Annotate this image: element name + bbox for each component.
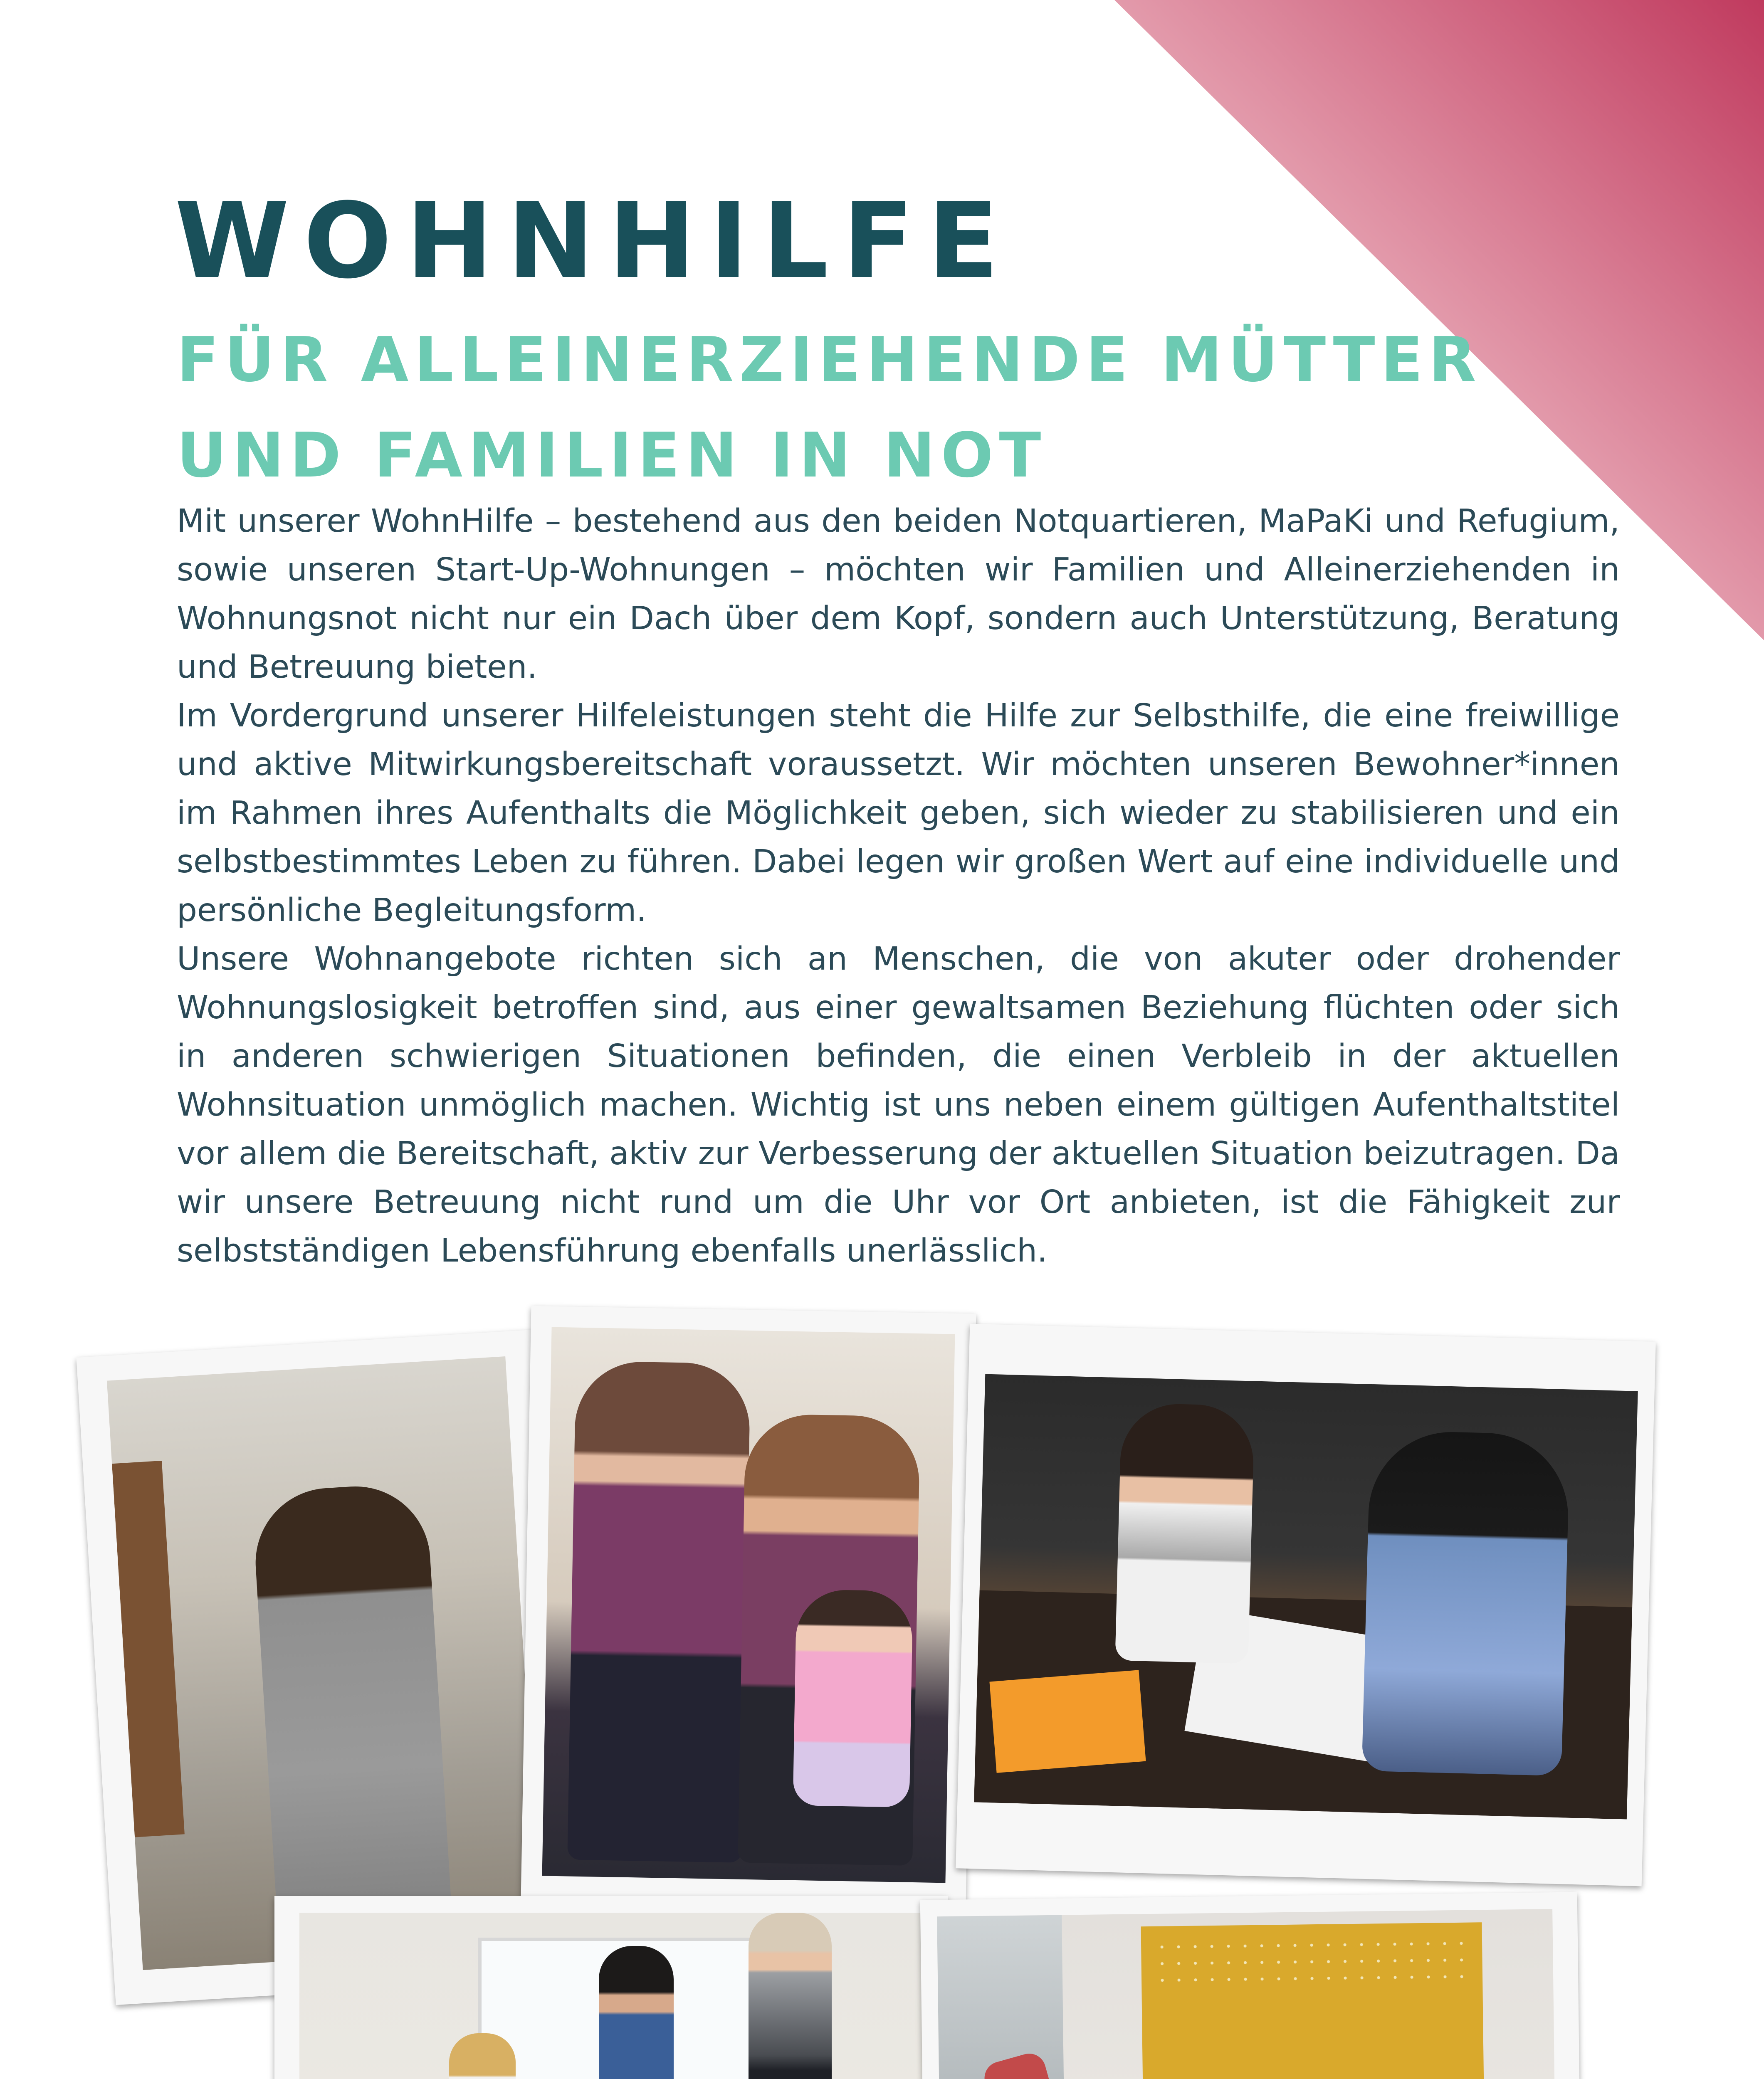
paragraph-2: Im Vordergrund unserer Hilfeleistungen steht die Hilfe zur Selbsthilfe, die eine freiwillige und aktive Mitwirkungsbereitschaft voraussetzt. Wir möchten unseren Bewohner*innen im Rahmen ihres Aufenthalts die Möglichkeit geben, sich wieder zu stabilisieren und ein selbstbestimmtes Leben zu führen. Dabei legen wir großen Wert auf eine individuelle und persönliche Begleitungsform.	[177, 697, 1620, 929]
photo-frame-children-drawing	[956, 1324, 1656, 1886]
photo-person	[599, 1946, 674, 2079]
photo-person	[251, 1482, 454, 1962]
photo-frame-team	[274, 1896, 948, 2079]
page-subtitle	[177, 312, 1549, 503]
photo-mothers-with-baby	[542, 1327, 955, 1883]
photo-frame-mothers-with-baby	[521, 1306, 976, 1904]
body-text	[177, 497, 1620, 1275]
photo-child	[1362, 1430, 1570, 1776]
photo-frame-living-room	[920, 1892, 1584, 2079]
page-title: WOHNHILFE	[175, 180, 1013, 301]
photo-door	[112, 1461, 185, 1837]
photo-child	[1115, 1402, 1255, 1664]
photo-window	[937, 1915, 1065, 2079]
subtitle-line-1: FÜR ALLEINERZIEHENDE MÜTTER	[177, 324, 1482, 395]
photo-living-room	[937, 1909, 1557, 2079]
photo-person	[749, 1913, 832, 2079]
photo-person	[567, 1361, 751, 1863]
photo-resident-with-keys	[107, 1356, 541, 1970]
photo-person	[449, 2033, 516, 2079]
photo-children-drawing	[974, 1374, 1638, 1820]
photo-team	[299, 1913, 923, 2079]
photo-crayon-box	[989, 1670, 1146, 1773]
paragraph-1: Mit unserer WohnHilfe – bestehend aus den beiden Notquartieren, MaPaKi und Refugium, sowie unseren Start-Up-Wohnungen – möchten wir Familien und Alleinerziehenden in Wohnungsnot nicht nur ein Dach über dem Kopf, sondern auch Unterstützung, Beratung und Betreuung bieten.	[177, 503, 1620, 686]
photo-wall-dots	[1154, 1935, 1470, 1989]
subtitle-line-2: UND FAMILIEN IN NOT	[177, 420, 1047, 491]
paragraph-3: Unsere Wohnangebote richten sich an Menschen, die von akuter oder drohender Wohnungslosigkeit betroffen sind, aus einer gewaltsamen Beziehung flüchten oder sich in anderen schwierigen Situationen befinden, die einen Verbleib in der aktuellen Wohnsituation unmöglich machen. Wichtig ist uns neben einem gültigen Aufenthaltstitel vor allem die Bereitschaft, aktiv zur Verbesserung der aktuellen Situation beizutragen. Da wir unsere Betreuung nicht rund um die Uhr vor Ort anbieten, ist die Fähigkeit zur selbstständigen Lebensführung ebenfalls unerlässlich.	[177, 941, 1620, 1269]
photo-baby	[793, 1589, 913, 1807]
